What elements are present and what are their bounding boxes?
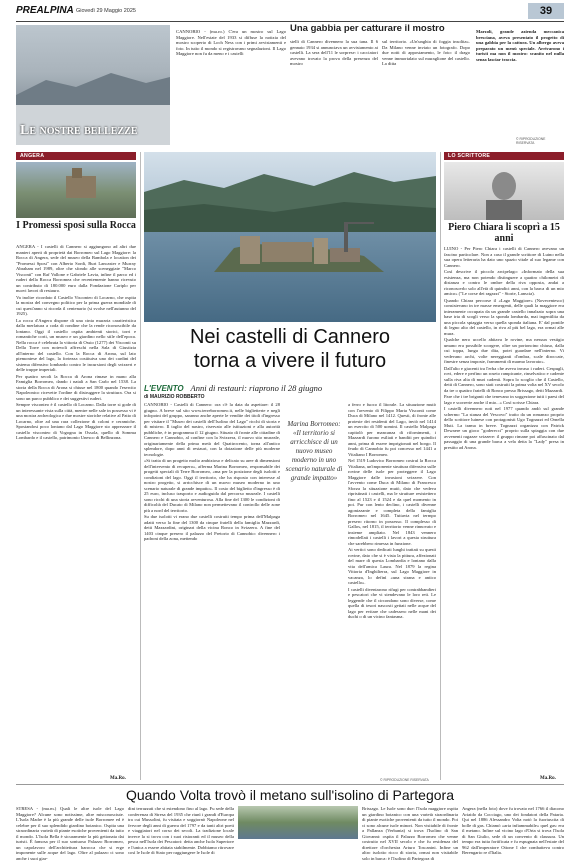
- main-article-col-1: [144, 402, 280, 780]
- bottom-col-4: Angera (nella foto) dove fu trovato nel 1766 il diacono Ariaido da Cocciago, uno dei fondatori della Pataria. Qui nel 1886 Alessandro Volta notò la fuoriuscita di bolle di gas. Chiamò «aria infiammabile» quel gas: era il metano. Infine sul vicino lago d'Orta si trova l'Isola di San Giulio, sede di un convento di clausura. Un tempo era tutta fortificata e fu espugnata nell'estate del 962 dall'imperatore Ottone I che combatteva contro Berengario re d'Italia.: [462, 806, 564, 855]
- main-headline-line-1: Nei castelli di Cannero: [189, 326, 391, 348]
- pull-quote: Marina Borromeo: «Il territorio si arricchisce di un nuovo museo moderno in uno scenario naturale di grande impatto»: [285, 420, 343, 482]
- issue-date: Giovedì 29 Maggio 2025: [76, 8, 136, 14]
- monster-headline: Una gabbia per catturare il mostro: [290, 23, 445, 34]
- section-title: Le nostre bellezze: [20, 123, 138, 138]
- main-para-7: I castelli diventarono rifugi per contrabbandieri e pescatori che vi stendevano le loro reti. Le leggende che il circondano sono diverse, come quella di tesori nascosti gettati nelle acque del lago per evitare che cadessero nelle mani dei duchi o di un vicino fantasma.: [348, 586, 436, 619]
- page-number: 39: [528, 3, 564, 19]
- right-para-7: I castelli divennero noti nel 1977 quando andò sul grande schermo "La stanza del Vescovo" tratto da un romanzo proprio dello scrittore luinese con protagonisti Ugo Tognazzi ed Ornella Muti. La trama in breve. Tognazzi organizza con Patrick Dewaere un gioco "goderecci" proprio sulla spiaggia con due avvenenti ragazze svizzere: il gruppo rimane poi affascinato dal passaggio di una grande barca a vela detta la "Lady" presa in prestito ad Arona.: [444, 406, 564, 450]
- main-headline-line-2: torna a vivere il futuro: [193, 350, 387, 372]
- right-signature: Ma.Ro.: [540, 776, 556, 781]
- left-para-2: Va inoltre ricordato il Castello Visconteo di Locarno, che ospita la mostra del convegno politico per la prima guerra mondiale di cui quest'anno si ricorda il centenario (si svolse nell'autunno del 1925).: [16, 294, 136, 316]
- right-para-6: Pare che i tre briganti che tenevano in soggezione tutti i paesi del lago e scorrerie anche il mio...» Così scrisse Chiara.: [444, 394, 564, 405]
- main-para-4: a ferro e fuoco il litorale. La situazione mutò con l'avvento di Filippo Maria Visconti come Duca di Milano nel 1412. Questi, di fronte alle proteste dei residenti del Lago, inviò nel 1414 un esercito di 500 uomini. Il castello Malpaga capitolò per mancanza di rifornimenti, i Mazzardi furono esiliati e banditi per quindici anni, prima di essere imprigionati nel borgo. Il feudo di Cannobio fu poi concesso nel 1441 a Vitaliano I Borromeo.: [348, 402, 436, 457]
- castles-photo-scene: [144, 152, 436, 322]
- bottom-col-3: Brissago. Le Isole sono due: l'Isola maggiore ospita un giardino botanico con una varietà straordinaria di piante esotiche provenienti da tutto il mondo. Poi ci sono alcune isole minori. Non visitabile di fronte a Pallanza (Verbania) si trova l'Isolino di San Giovanni: ospita il Palazzo Borromeo che venne costruito nel XVII secolo e che fu residenza del direttore d'orchestra Arturo Toscanini. Infine un altro isolotto ricco di storia, ormai non visitabile solo in barca: è l'Isolino di Partegora di: [362, 806, 458, 861]
- main-para-2: «Si tratta di un progetto molto ambizioso e delicato su aree di dimensioni dell'intervento di recupero», afferma Marina Borromeo, responsabile dei progetti speciali di Terre Borromeo, «ma per la posizione degli isolotti e condizioni del lago. Oggi il territorio, che ha risposto con interesse al nostro progetto, si arricchisce di un nuovo museo moderno in uno scenario naturale di grande impatto». Il costo del biglietto d'ingresso è di 25 euro, incluso trasporto e audioguida dal percorso museale. I castelli sono ricchi di una storia avventurosa. Alla fine del 1300 le condizioni di difficoltà del Ducato di Milano non permettevano il controllo delle zone più a nord del territorio.: [144, 458, 280, 513]
- right-article-body: [444, 246, 564, 778]
- right-para-1: LUINO - Per Piero Chiara i castelli di Cannero avevano un fascino particolare. Non a caso il grande scrittore di Luino nella sua opera letteraria ha dato uno spazio vitale al suo legame con Cannero.: [444, 246, 564, 268]
- newspaper-brand: PREALPINA: [16, 5, 74, 16]
- bottom-headline: Quando Volta trovò il metano sull'isolino di Partegora: [126, 787, 454, 803]
- byline: di MAURIZIO ROBBERTO: [144, 394, 205, 400]
- main-para-5: Nel 1519 Ludovico Borromeo costruì la Rocca Vitaliana, un'imponente struttura difensiva sulle rovine delle isole per proteggere il Lago Maggiore dalle invasioni svizzere. Con l'avvento come Duca di Milano di Francesco Sforza la situazione mutò, dato che vedeva ripristinati i castelli, ma le strutture resistettero fino al 1523 e il 1524 e da quel momento in poi. Pur con lento declino, i castelli divenne agonizzante e completa della famiglia Borromeo nel 1645. Tuttavia nel termpo presero ritorno in possesso. Il complesso di Gallos, nel 1815, il territorio venne rinnovato e insieme ampliato. Nel 1843 vennero rimodellati i castelli i lavori a questa struttura che sarebbero rimessa in funzione.: [348, 458, 436, 546]
- left-signature: Ma.Ro.: [110, 776, 126, 781]
- left-photo: [16, 162, 136, 218]
- left-article-title: I Promessi sposi sulla Rocca: [16, 220, 136, 231]
- lake-monster-photo: [16, 25, 170, 145]
- right-para-3: Quando Chiara percorse il «Lago Maggiore» (Novecentesco) consistevano in tre masse emergenti, delle quali la maggiore era interamente occupata da un grande castello innalzato sopra una base irta di scogli verso la sponda lombarda, mai ingentilita da una piccola spiaggia verso quella sponda italiana. E' dal pontile di legno alto del castello, in riva al più bel lago, era ormai alle mura.: [444, 297, 564, 336]
- main-copyright: © RIPRODUZIONE RISERVATA: [380, 778, 429, 782]
- rocca-photo-scene: [16, 162, 136, 218]
- monster-article-col-1: CANNOBIO - (ma.ro.) C'era un mostro sul Lago Maggiore. Nell'estate del 1933 si diffuse la notizia del mostro scoperto di Loch Ness con i primi avvistamenti e foto. In tutto il mondo si registravano segnalazioni. Il Lago Maggiore non fu da meno e i castelli: [176, 29, 286, 56]
- main-article-col-3: [348, 402, 436, 780]
- bottom-col-1: STRESA - (ma.m.) Quali le altre isole del Lago Maggiore? Alcune sono notissime, altre misconosciute. L'Isola Madre è la più grande delle isole Borromee ed è celebre per il suo splendido giardino botanico. Ospita una straordinaria varietà di piante esotiche provenienti da tutto il mondo. L'Isola Bella è sicuramente la più gettonata dai turisti. È famosa per il suo sontuoso Palazzo Borromeo, un capolavoro dell'architettura barocca che si erge imponente sulle acque del lago. Oltre al palazzo ci sono anche i suoi giar-: [16, 806, 124, 861]
- main-para-6: Ai vertici sono dedicati lunghi trattati su questi rovine, dato che si è vista la pittura, affezionati del mare di questa Lombardia e lontano dalla vita dell'amica Laura. Nel 1879 la regina Vittoria d'Inghilterra, sul Lago Maggiore in vacanza, lo definì «una strana e antico castello».: [348, 547, 436, 585]
- monster-copyright: © RIPRODUZIONE RISERVATA: [516, 137, 546, 145]
- kicker-line: [144, 378, 436, 393]
- section-tag-lo-scrittore: LO SCRITTORE: [444, 152, 564, 160]
- monster-article-col-2: stelli di Cannero divennero la sua tana. Il 6 gennaio 1934 si annunciava un avvistamento ai castelli. La sera dell'11 le sorprese: i cacciatori avevano trovato la prova della presenza del mostro: [290, 39, 378, 66]
- portrait-sketch: [444, 162, 564, 220]
- section-tag-angera: ANGERA: [16, 152, 136, 160]
- main-para-3: Su due isolotti vi erano due castelli costruiti tempo prima dell'Malpaga adatti verso la fine del 1300 da cinque fratelli della famiglia Mazzardi, detti Mazzardini, originari della vicina Ronco in Svizzera. A fine del 1403 cinque presero il palazzo del Pretorio di Cannobio: divennero i padroni della zona, mettendo: [144, 514, 280, 541]
- page-header: [16, 0, 564, 22]
- cannero-castles-photo: [144, 152, 436, 322]
- monster-article-col-4: Marzoli, grande azienda meccanica bresciana, aveva presentato il progetto di una gabbia per la cattura. Un albergo aveva preparato un menù speciale. Arrivarono i turisti ma non il mostro: svanito nel nulla senza lasciar traccia.: [476, 29, 564, 62]
- top-banner: [16, 25, 564, 145]
- left-para-5: Sempre visconteo è il castello di Locarno. Dalla torre si gode di un interessante vista sulla città, mentre nelle sale in possesso vi è una mostra archeologica e due mostre storiche relative al Patto di Locarno, oltre ad una rara collezione di coloni e ceramiche. Spostandosi poco lontano dal Lago Maggiore sto apprezzare il castello visconteo di Vogogna in Ossola, quello di Somma Lombardo e il castello, patrimonio Unesco di Bellinzona.: [16, 402, 136, 440]
- monster-article-col-3: sul territorio. «Un'unghia di foggia insolita». Da Milano venne inviato un fotografo. Dopo due notti di appostamento, le foto: il drago venne immortalato sul muraglione del castello. La ditta: [382, 39, 470, 66]
- left-article-body: [16, 244, 136, 776]
- left-para-1: ANGERA - I castelli di Cannero si aggiungono ad altri due manieri aperti di proprietà dai Borromeo sul Lago Maggiore: la Rocca di Angera, sede del museo della Bambola e location dei "Promessi Sposi" con Alberto Sordi, Burt Lancaster e Murray Abraham nel 1989, oltre che sfondo alle sceneggiate "Marco Visconti" con Raf Vallone e Gabriele Lavia, infine il parco ed i ruderi della Rocca Borromea che recentemente hanno ricevuto un contributo di 180.000 euro dalla Fondazione Cariplo per nuovi lavori di restauro.: [16, 244, 136, 293]
- right-para-4: Qualche nero uccello abitava le rovine, ma nessun vestigio umano era possibile scorgere, oltre un portoncino chiuso, dalla cui toppa, lunga due dita, potei guardare nell'interno. Vi vedevano archi, volte nereggianti d'ombra, scale diroccate, finestre senza imposte, frammenti di marmo lavorato».: [444, 337, 564, 364]
- right-para-2: Così descrive il piccolo arcipelago: «Informato della sua esistenza, ma non potendo distinguere a quattro chilometri di distanza e contro le ombre della riva opposta, andai a riconoscerlo solo all'età di quindici anni, con la barca di un mio amico» ("Le corse dei ragazzi" - Storie, Lanscia).: [444, 269, 564, 296]
- partegora-photo: [238, 806, 358, 839]
- bottom-col-2: dini terrazzati che si estendono fino al lago. Fu sede della conferenza di Stresa del 1935 che riunì i grandi d'Europa tra cui Mussolini, fu visitata e soggiornò Napoleone nel fervore degli anni di guerra del 1797 e da tanti altri poeti e viaggiatori nel corso dei secoli. La tradizione locale invece la si trova con i suoi ristoranti ed il museo della pesca nell'Isola dei Pescatori: detta anche Isola Superiore e l'unica a essere abitata stabilmente. Dobbiamo ritrovare così le Isole di Stato per raggiungere le Isole di: [128, 806, 234, 855]
- kicker: L'EVENTO: [144, 384, 184, 393]
- right-article-title: Piero Chiara li scoprì a 15 anni: [448, 222, 560, 244]
- left-para-4: Per quattro secoli la Rocca di Arona rimase in mano alla Famiglia Borromeo, dando i natali a San Carlo nel 1538. La storia della Rocca di Arona si chiuse nel 1800 quando l'esercito Napoleonico ricevette l'ordine di distruggere la struttura. Ora si sono un parco pubblico e dei suggestivi ruderi.: [16, 373, 136, 401]
- right-para-5: Dall'alto e giacenti tra l'erba che aveva invaso i ruderi. Cespugli, rovi, edere e perfino un roseto rampicante, rinselvatico e cadente sulla riva alta di muri cadenti. Sopra lo scoglio che il Castello, detti di Cannero, sono stati costruiti la prima volta nel XV secolo da tre o quattro fratelli di Ronco presso Brissago, detti Mazzardi.: [444, 365, 564, 393]
- subtitle: Anni di restauri: riaprono il 28 giugno: [190, 383, 323, 393]
- main-para-1: CANNOBIO - Castelli di Cannero: ora c'è la data da aspettare: il 28 giugno. A breve sul sito www.terreborromeo.it, nelle biglietterie e negli infopoint del gruppo, saranno anche aperte le vendite dei titoli d'ingresso per visitare il "Museo dei castelli dell'Isolino del Lago" ricchi di storia e di mistero. Il taglio del nastro, riservato alle istituzioni e alla autorità pubbliche, è in programma il 12 giugno. Situato di fronte alle cittadine di Cannero e Cannobio, al confine con la Svizzera, il nuovo sito museale, originariamente della prima metà del Quattrocento, torna all'antico splendore, dopo anni di restauri, con la dotazione delle più moderne tecnologie.: [144, 402, 280, 457]
- left-para-3: La rocca d'Angera dispone di una cinta muraria caratteristica dalla merlatura a coda di rondine che la rende riconoscibile da lontano. Oggi il castello ospita ambienti storici, torri e romantiche corti, un museo e un giardino nello stile dell'epoca. Nella rocca è celebrata la vittoria di Ossio (1277) dei Visconti su Della Torre con notevoli affreschi nella Sala di Giustizia all'interno del castello. Con la Rocca di Arona, sul lato piemontese del lago, la fortezza costituiva uno dei cardini del sistema difensivo lombardo contro le incursioni degli svizzeri e delle truppe imperiali.: [16, 317, 136, 372]
- chiara-portrait: [444, 162, 564, 220]
